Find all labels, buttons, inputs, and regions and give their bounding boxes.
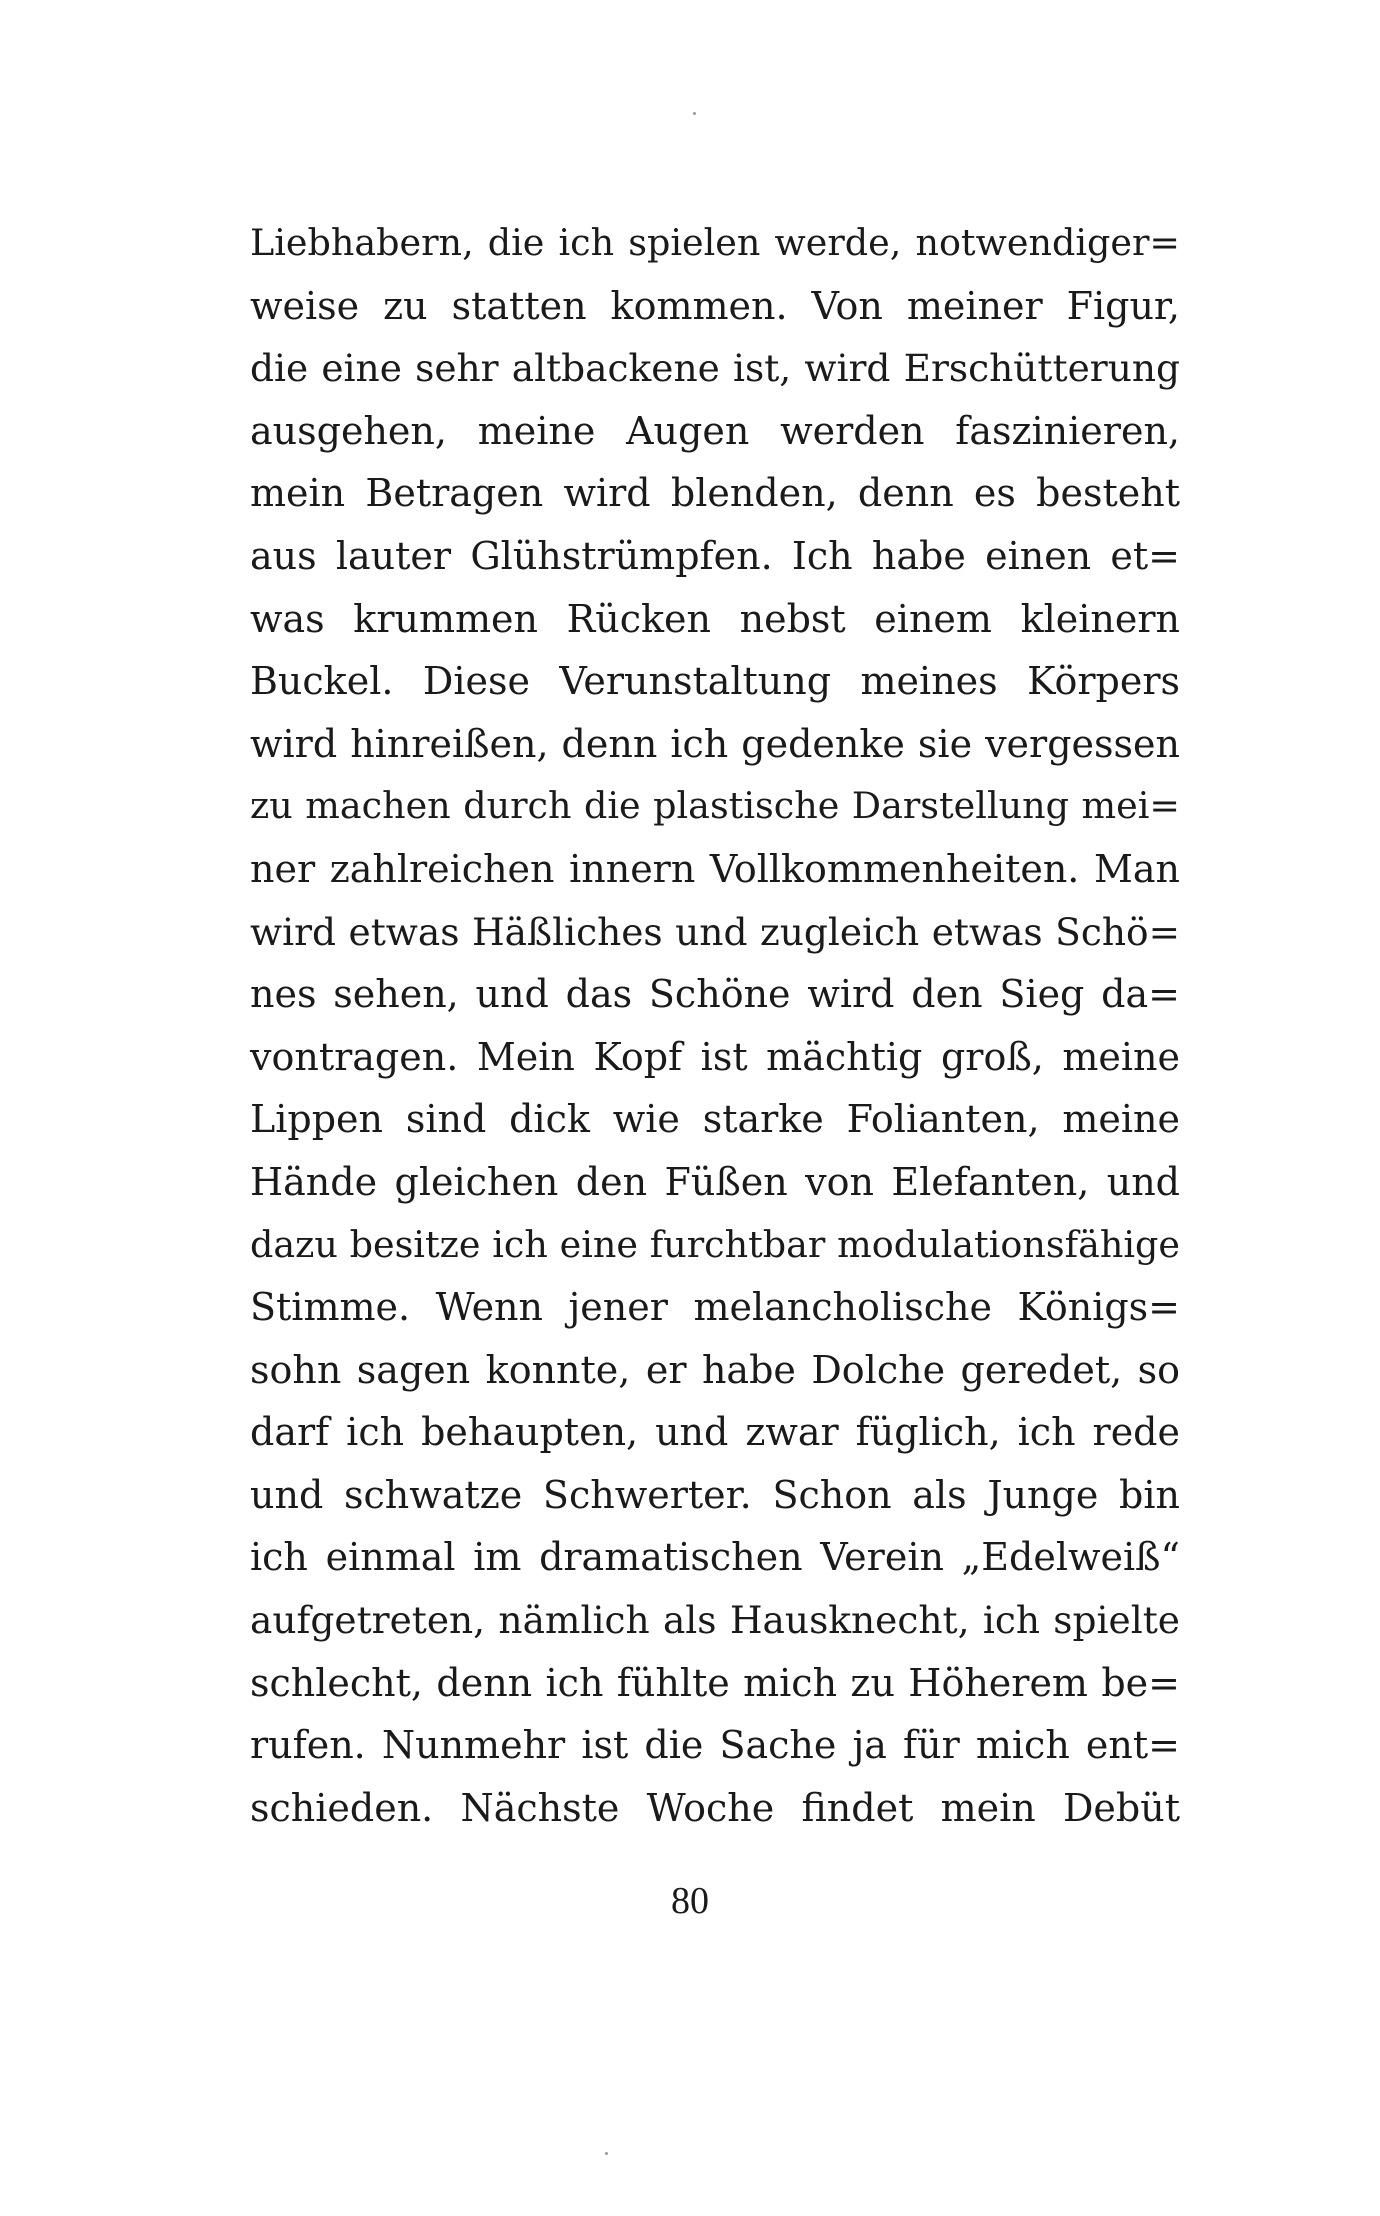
text-line: zu machen durch die plastische Darstellung mei= bbox=[250, 784, 1180, 828]
paper-speck bbox=[605, 2152, 608, 2155]
text-line: was krummen Rücken nebst einem kleinern bbox=[250, 596, 1180, 641]
text-line: ausgehen, meine Augen werden faszinieren, bbox=[250, 408, 1180, 453]
body-text bbox=[250, 212, 1180, 1839]
text-line: und schwatze Schwerter. Schon als Junge bin bbox=[250, 1472, 1180, 1517]
text-line: Hände gleichen den Füßen von Elefanten, und bbox=[250, 1159, 1180, 1204]
text-line: dazu besitze ich eine furchtbar modulationsfähige bbox=[250, 1222, 1180, 1266]
page-number: 80 bbox=[671, 1880, 709, 1922]
text-line: die eine sehr altbackene ist, wird Erschütterung bbox=[250, 346, 1180, 391]
text-line: weise zu statten kommen. Von meiner Figur, bbox=[250, 283, 1180, 328]
text-line: Stimme. Wenn jener melancholische Königs= bbox=[250, 1285, 1180, 1330]
text-line: Buckel. Diese Verunstaltung meines Körpers bbox=[250, 659, 1180, 704]
text-line: darf ich behaupten, und zwar füglich, ich rede bbox=[250, 1410, 1180, 1455]
text-line: nes sehen, und das Schöne wird den Sieg da= bbox=[250, 972, 1180, 1017]
text-line: aus lauter Glühstrümpfen. Ich habe einen et= bbox=[250, 533, 1180, 578]
text-line: Lippen sind dick wie starke Folianten, meine bbox=[250, 1097, 1180, 1142]
paper-speck bbox=[693, 112, 696, 115]
text-line: wird hinreißen, denn ich gedenke sie vergessen bbox=[250, 721, 1180, 766]
text-line: ner zahlreichen innern Vollkommenheiten. Man bbox=[250, 846, 1180, 891]
text-line: Liebhabern, die ich spielen werde, notwendiger= bbox=[250, 221, 1180, 264]
text-line: sohn sagen konnte, er habe Dolche geredet, so bbox=[250, 1347, 1180, 1392]
text-line: aufgetreten, nämlich als Hausknecht, ich spielte bbox=[250, 1598, 1180, 1643]
text-line: rufen. Nunmehr ist die Sache ja für mich ent= bbox=[250, 1723, 1180, 1768]
text-line: schlecht, denn ich fühlte mich zu Höherem be= bbox=[250, 1660, 1180, 1705]
text-line: schieden. Nächste Woche findet mein Debüt bbox=[250, 1785, 1180, 1830]
text-line: wird etwas Häßliches und zugleich etwas Schö= bbox=[250, 909, 1180, 954]
text-line: ich einmal im dramatischen Verein „Edelweiß“ bbox=[250, 1535, 1180, 1580]
text-line: mein Betragen wird blenden, denn es besteht bbox=[250, 471, 1180, 516]
text-line: vontragen. Mein Kopf ist mächtig groß, meine bbox=[250, 1034, 1180, 1079]
